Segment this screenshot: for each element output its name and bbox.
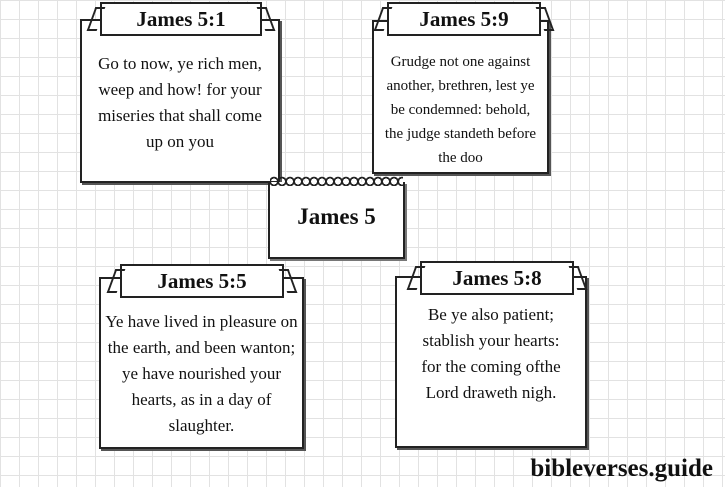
verse-title: James 5:5 [157,268,247,293]
verse-title: James 5:1 [136,6,226,31]
verse-text: Be ye also patient; stablish your hearts: for the coming ofthe Lord draweth nigh. [421,305,561,402]
verse-title: James 5:9 [419,6,509,31]
spiral-binding-icon [270,176,403,186]
verse-text: Go to now, ye rich men, weep and how! for your miseries that shall come up on you [98,54,262,151]
verse-title-banner [387,2,541,36]
verse-text: Grudge not one against another, brethren, lest ye be condemned: behold, the judge standeth before the doo [384,54,537,166]
site-watermark: bibleverses.guide [530,455,713,482]
verse-card-james-5-8 [395,276,587,448]
center-title: James 5 [297,204,376,229]
center-topic-box [268,182,405,259]
verse-title: James 5:8 [452,265,542,290]
verse-title-banner [420,261,574,295]
verse-title-banner [120,264,284,298]
verse-card-james-5-9 [372,20,549,174]
verse-title-banner [100,2,262,36]
verse-card-james-5-5 [99,277,304,449]
verse-card-james-5-1 [80,19,280,183]
verse-text: Ye have lived in pleasure on the earth, and been wanton; ye have nourished your hearts, as in a day of slaughter. [105,312,298,435]
